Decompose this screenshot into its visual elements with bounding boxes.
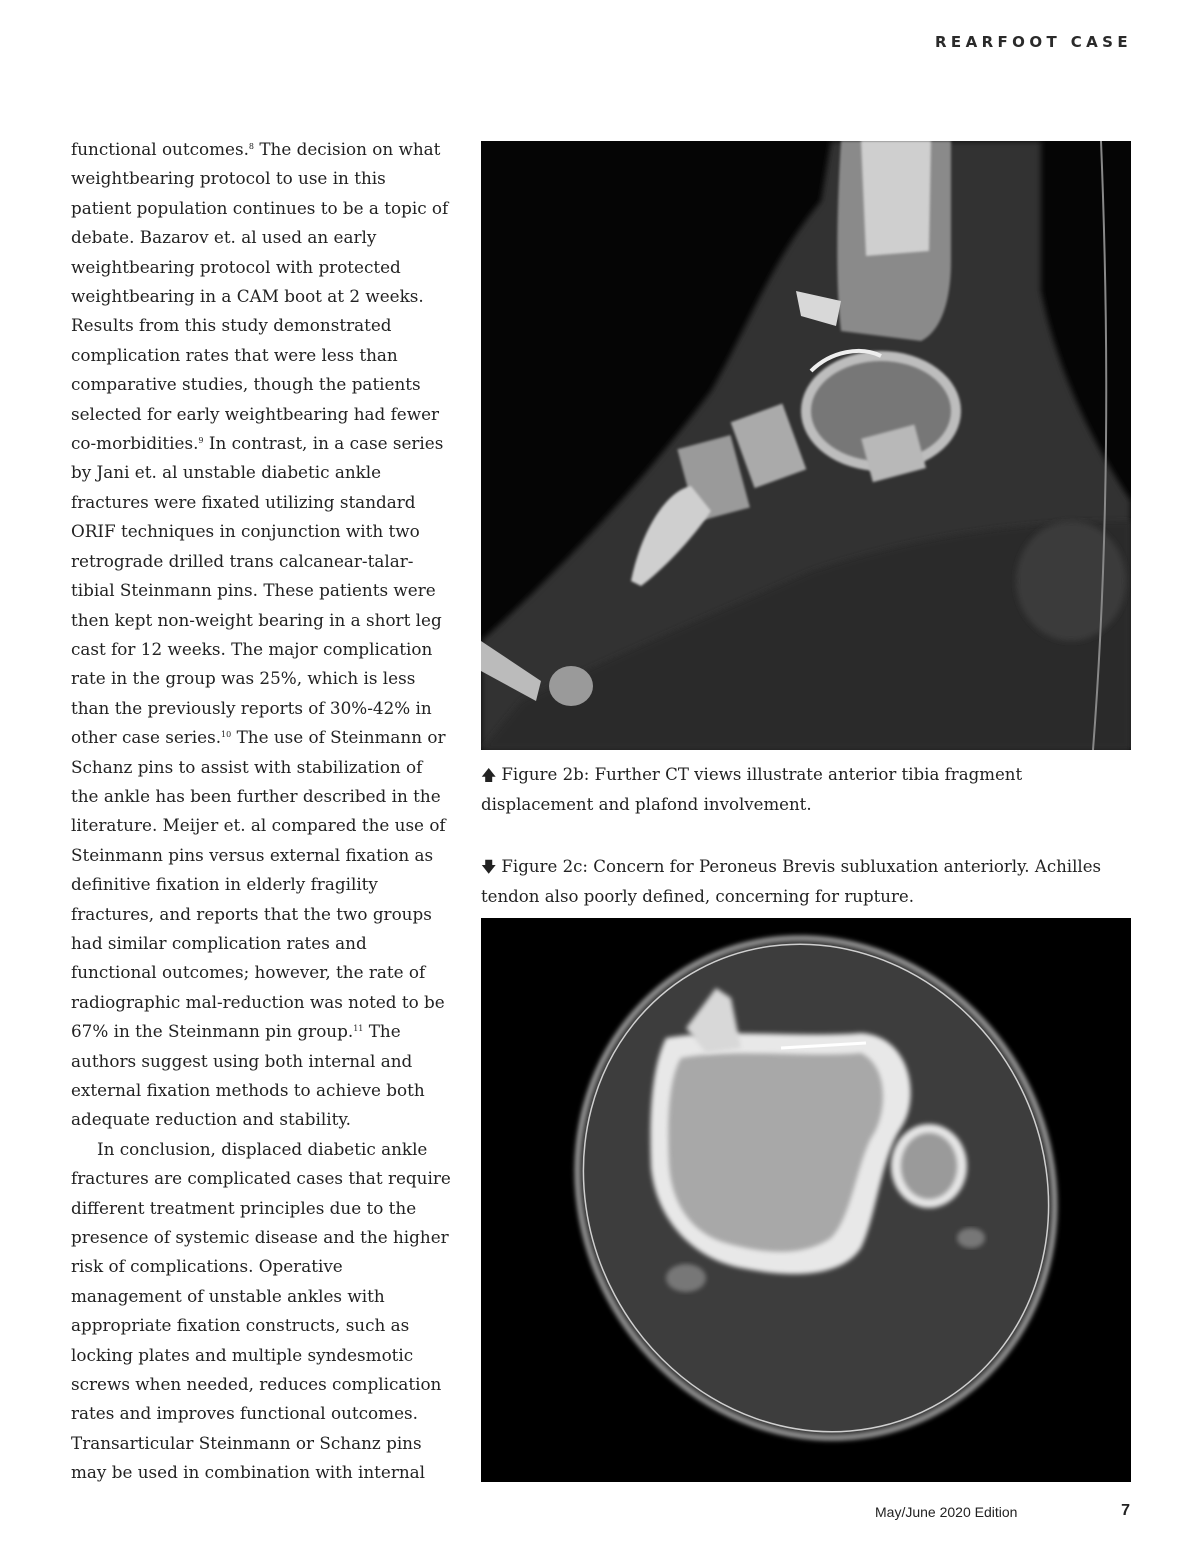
figure-2b-caption: 🡅 Figure 2b: Further CT views illustrate anterior tibia fragment displacement and plafond involvement. [481,765,1023,815]
arrow-down-icon: 🡇 [481,858,497,876]
page-number: 7 [1121,1502,1130,1519]
reference-marker: 10 [221,730,232,740]
reference-marker: 11 [353,1024,364,1034]
figure-2b-ct-sagittal [481,141,1131,750]
reference-marker: 9 [198,436,204,446]
arrow-up-icon: 🡅 [481,766,497,784]
figure-2c-ct-axial [481,918,1131,1482]
section-header: REARFOOT CASE [934,33,1132,51]
body-paragraph: functional outcomes.$^8$ The decision on what weightbearing protocol to use in this patient population continues to be a topic of debate. Bazarov et. al used an early weightbearing protocol with protected weightbearing in a CAM boot at 2 weeks. Results from this study demonstrated complication rates that were less than comparative studies, though the patients selected for early weightbearing had fewer co-morbidities.$^9$ In contrast, in a case series by Jani et. al unstable diabetic ankle fractures were fixated utilizing standard ORIF techniques in conjunction with two retrograde drilled trans calcanear-talar-tibial Steinmann pins. These patients were then kept non-weight bearing in a short leg cast for 12 weeks. The major complication rate in the group was 25%, which is less than the previously reports of 30%-42% in other case series.$^{10}$ The use of Steinmann or Schanz pins to assist with stabilization of the ankle has been further described in the literature. Meijer et. al compared the use of Steinmann pins versus external fixation as definitive fixation in elderly fragility fractures, and reports that the two groups had similar complication rates and functional outcomes; however, the rate of radiographic mal-reduction was noted to be 67% in the Steinmann pin group.$^{11}$ The authors suggest using both internal and external fixation methods to achieve both adequate reduction and stability. [71,139,449,1130]
body-paragraph: In conclusion, displaced diabetic ankle fractures are complicated cases that require different treatment principles due to the presence of systemic disease and the higher risk of complications. Operative management of unstable ankles with appropriate fixation constructs, such as locking plates and multiple syndesmotic screws when needed, reduces complication rates and improves functional outcomes. Transarticular Steinmann or Schanz pins may be used in combination with internal [71,1138,451,1483]
figure-2c-caption: 🡇 Figure 2c: Concern for Peroneus Brevis subluxation anteriorly. Achilles tendon also poorly defined, concerning for rupture. [481,857,1102,907]
article-body [71,135,451,1488]
footer-edition: May/June 2020 Edition [875,1504,1018,1520]
reference-marker: 8 [248,142,254,151]
